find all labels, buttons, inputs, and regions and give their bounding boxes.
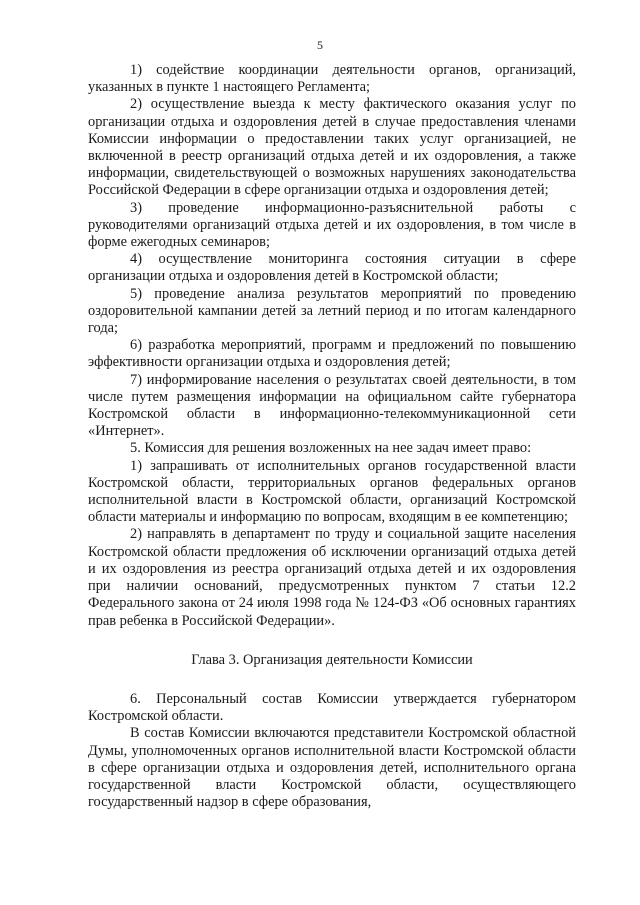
paragraph-item-3: 3) проведение информационно-разъяснительной работы с руководителями организаций отдыха детей и их оздоровления, в том числе в форме ежегодных семинаров; <box>88 199 576 251</box>
paragraph-item-1: 1) содействие координации деятельности органов, организаций, указанных в пункте 1 настоящего Регламента; <box>88 62 576 96</box>
paragraph-item-5: 5) проведение анализа результатов мероприятий по проведению оздоровительной кампании детей за летний период и по итогам календарного года; <box>88 285 576 337</box>
paragraph-item-2: 2) осуществление выезда к месту фактического оказания услуг по организации отдыха и оздоровления детей в случае предоставления членами Комиссии информации о предоставлении таких услуг организацией, не включенной в реестр организаций отдыха детей и их оздоровления, а также информации, свидетельствующей о возможных нарушениях законодательства Российской Федерации в сфере организации отдыха и оздоровления детей; <box>88 96 576 199</box>
paragraph-item-7: 7) информирование населения о результатах своей деятельности, в том числе путем размещения информации на официальном сайте губернатора Костромской области в информационно-телекоммуникационной сети «Интернет». <box>88 371 576 440</box>
paragraph-clause-6: 6. Персональный состав Комиссии утверждается губернатором Костромской области. <box>88 690 576 725</box>
page-number: 5 <box>317 38 323 52</box>
paragraph-clause-5: 5. Комиссия для решения возложенных на нее задач имеет право: <box>130 440 532 457</box>
paragraph-item-4: 4) осуществление мониторинга состояния ситуации в сфере организации отдыха и оздоровления детей в Костромской области; <box>88 251 576 285</box>
chapter-heading: Глава 3. Организация деятельности Комиссии <box>191 651 473 668</box>
paragraph-composition: В состав Комиссии включаются представители Костромской областной Думы, уполномоченных органов исполнительной власти Костромской области в сфере организации отдыха и оздоровления детей, исполнительного органа государственной власти Костромской области, осуществляющего государственный надзор в сфере образования, <box>88 725 576 811</box>
paragraph-right-2: 2) направлять в департамент по труду и социальной защите населения Костромской области предложения об исключении организаций отдыха детей и их оздоровления из реестра организаций отдыха детей и их оздоровления при наличии оснований, предусмотренных пунктом 7 статьи 12.2 Федерального закона от 24 июля 1998 года № 124-ФЗ «Об основных гарантиях прав ребенка в Российской Федерации». <box>88 526 576 629</box>
document-body <box>88 62 576 811</box>
paragraph-item-6: 6) разработка мероприятий, программ и предложений по повышению эффективности организации отдыха и оздоровления детей; <box>88 337 576 371</box>
paragraph-right-1: 1) запрашивать от исполнительных органов государственной власти Костромской области, территориальных органов федеральных органов исполнительной власти в Костромской области, организаций Костромской области материалы и информацию по вопросам, входящим в ее компетенцию; <box>88 457 576 526</box>
